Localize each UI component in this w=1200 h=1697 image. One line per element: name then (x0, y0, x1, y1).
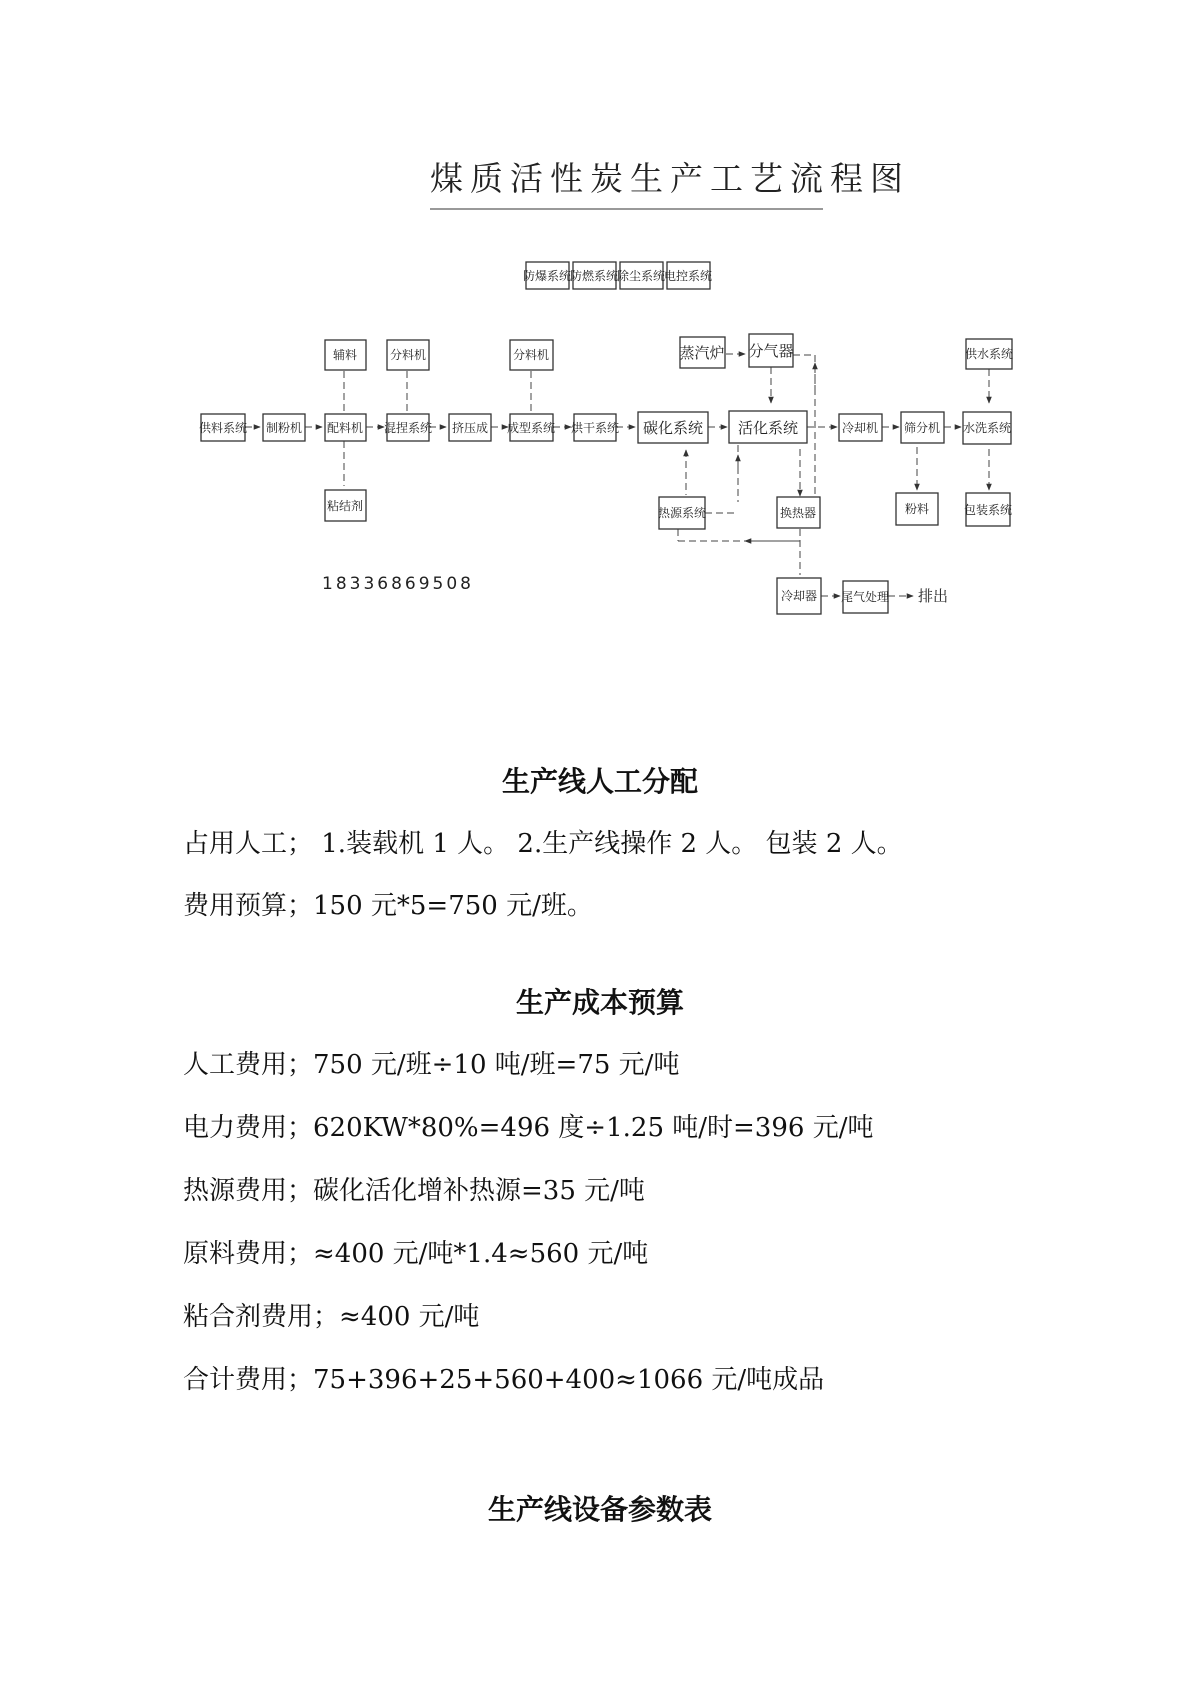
cost-heading: 生产成本预算 (515, 986, 684, 1019)
node-kneader: 混捏系统 (383, 421, 433, 435)
node-extruder: 挤压成 (451, 421, 489, 435)
node-carbonize: 碳化系统 (642, 419, 704, 437)
system-explosion-proof: 防爆系统 (522, 269, 572, 283)
labor-heading: 生产线人工分配 (501, 765, 698, 798)
system-boxes (523, 262, 712, 289)
cost-line-power: 电力费用；620KW*80%=496 度÷1.25 吨/时=396 元/吨 (183, 1113, 874, 1143)
system-fire-proof: 防燃系统 (569, 269, 619, 283)
node-activate: 活化系统 (737, 419, 799, 437)
process-nodes (199, 334, 1013, 614)
labor-line-1: 占用人工； 1.装载机 1 人。 2.生产线操作 2 人。 包装 2 人。 (183, 829, 903, 859)
equipment-heading: 生产线设备参数表 (487, 1493, 712, 1526)
node-separator-2: 分料机 (512, 348, 550, 362)
node-cooler: 冷却机 (841, 421, 879, 435)
node-packaging: 包装系统 (963, 503, 1013, 517)
process-flow-diagram (0, 0, 1200, 660)
flow-connectors (245, 354, 989, 596)
system-dust-removal: 除尘系统 (616, 269, 666, 283)
node-feed: 供料系统 (198, 421, 248, 435)
cost-line-material: 原料费用；≈400 元/吨*1.4≈560 元/吨 (183, 1239, 649, 1269)
labor-line-2: 费用预算；150 元*5=750 元/班。 (183, 891, 593, 921)
node-screen: 筛分机 (903, 421, 941, 435)
diagram-title: 煤质活性炭生产工艺流程图 (430, 159, 910, 198)
cost-line-heat: 热源费用；碳化活化增补热源=35 元/吨 (183, 1176, 645, 1206)
node-wash: 水洗系统 (962, 421, 1012, 435)
node-water-supply: 供水系统 (964, 347, 1014, 361)
phone-number: 18336869508 (322, 574, 474, 594)
node-tail-gas: 尾气处理 (840, 590, 890, 604)
node-powder-mill: 制粉机 (265, 421, 303, 435)
node-heat-exchanger: 换热器 (779, 506, 817, 520)
node-mixer: 配料机 (326, 421, 364, 435)
node-former: 成型系统 (506, 421, 556, 435)
cost-line-binder: 粘合剂费用；≈400 元/吨 (183, 1302, 480, 1332)
node-cooler-2: 冷却器 (780, 589, 818, 603)
node-dryer: 烘干系统 (570, 421, 620, 435)
node-separator-1: 分料机 (389, 348, 427, 362)
node-auxiliary: 辅料 (332, 348, 358, 362)
node-heat-system: 热源系统 (657, 506, 707, 520)
node-discharge: 排出 (918, 587, 949, 605)
node-powder-product: 粉料 (904, 502, 930, 516)
node-binder: 粘结剂 (326, 499, 364, 513)
node-gas-splitter: 分气器 (748, 342, 794, 360)
system-electric-control: 电控系统 (663, 269, 713, 283)
cost-line-total: 合计费用；75+396+25+560+400≈1066 元/吨成品 (183, 1365, 825, 1395)
cost-line-labor: 人工费用；750 元/班÷10 吨/班=75 元/吨 (183, 1050, 680, 1080)
node-steam-boiler: 蒸汽炉 (679, 344, 725, 362)
